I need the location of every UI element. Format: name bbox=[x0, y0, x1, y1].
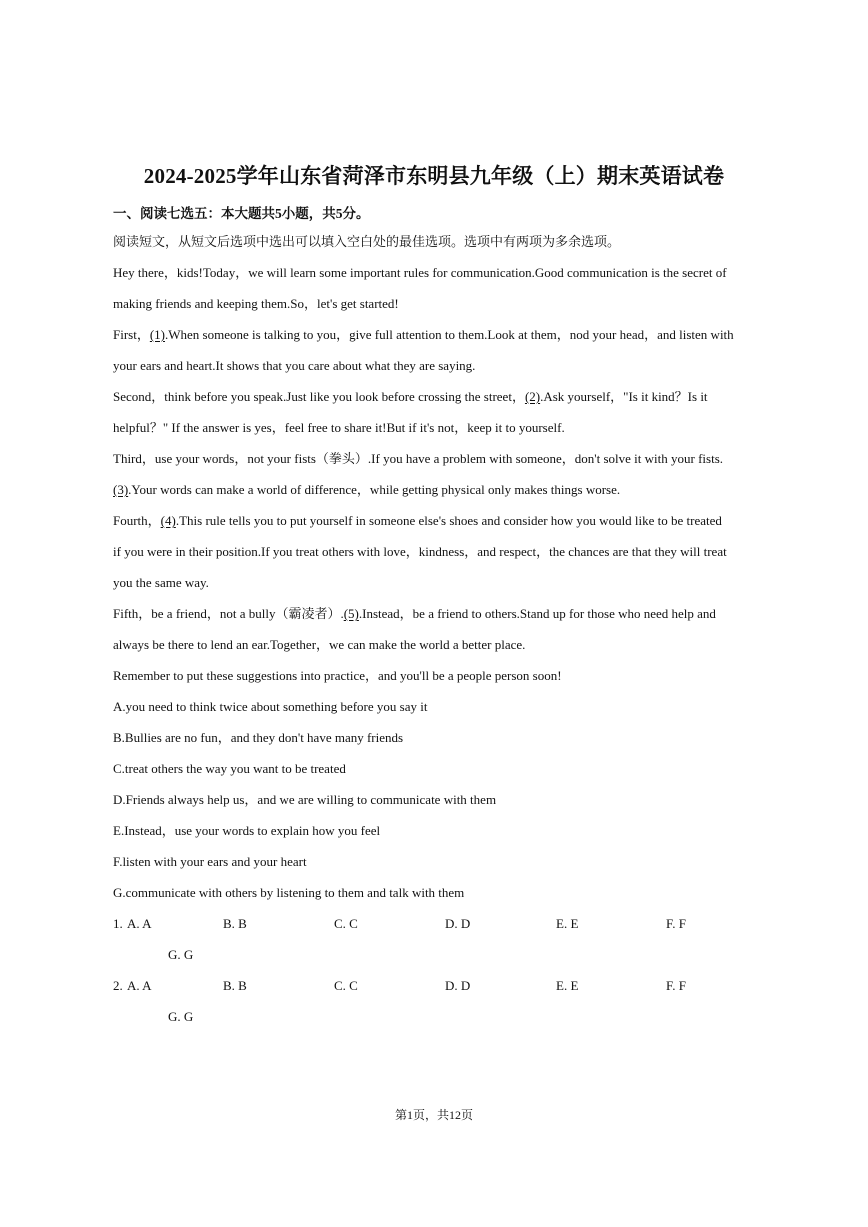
question-2-continued bbox=[113, 1001, 758, 1032]
blank-2: (2) bbox=[524, 389, 541, 404]
exam-title: 2024-2025学年山东省菏泽市东明县九年级（上）期末英语试卷 bbox=[143, 164, 725, 188]
passage-line bbox=[113, 505, 758, 536]
question-number: 1. bbox=[113, 916, 123, 931]
passage-text: Fifth，be a friend，not a bully（霸凌者）. bbox=[113, 606, 344, 621]
passage-line bbox=[113, 381, 758, 412]
answer-option-g[interactable]: G. G bbox=[168, 1009, 194, 1024]
passage-line: your ears and heart.It shows that you care about what they are saying. bbox=[113, 358, 476, 373]
passage-text: First， bbox=[113, 327, 150, 342]
section-heading: 一、阅读七选五：本大题共5小题，共5分。 bbox=[113, 206, 370, 221]
passage-text: Fourth， bbox=[113, 513, 161, 528]
answer-option-f[interactable]: F. F bbox=[666, 978, 686, 993]
passage-line: Third，use your words，not your fists（拳头）.If you have a problem with someone，don't solve it with your fists. bbox=[113, 451, 724, 466]
question-1-continued bbox=[113, 939, 758, 970]
answer-option-c[interactable]: C. C bbox=[334, 978, 358, 993]
answer-option-e[interactable]: E. E bbox=[556, 978, 579, 993]
passage-line bbox=[113, 598, 758, 629]
passage-text: .Instead，be a friend to others.Stand up for those who need help and bbox=[358, 606, 716, 621]
answer-option-e[interactable]: E. E bbox=[556, 916, 579, 931]
answer-option-c[interactable]: C. C bbox=[334, 916, 358, 931]
answer-option-d[interactable]: D. D bbox=[445, 916, 471, 931]
passage-line bbox=[113, 319, 758, 350]
question-number: 2. bbox=[113, 978, 123, 993]
blank-3: (3) bbox=[113, 482, 129, 497]
blank-5: (5) bbox=[343, 606, 359, 621]
question-2 bbox=[113, 970, 758, 1001]
answer-option-a[interactable]: A. A bbox=[127, 916, 152, 931]
passage-line: you the same way. bbox=[113, 575, 209, 590]
instruction-text: 阅读短文，从短文后选项中选出可以填入空白处的最佳选项。选项中有两项为多余选项。 bbox=[113, 234, 621, 249]
passage-line: always be there to lend an ear.Together，we can make the world a better place. bbox=[113, 637, 526, 652]
passage-line: if you were in their position.If you treat others with love，kindness，and respect，the chances are that they will treat bbox=[113, 544, 727, 559]
choice-a: A.you need to think twice about something before you say it bbox=[113, 699, 428, 714]
passage-text: .This rule tells you to put yourself in someone else's shoes and consider how you would like to be treated bbox=[175, 513, 722, 528]
passage-text: .When someone is talking to you，give full attention to them.Look at them，nod your head，and listen with bbox=[165, 327, 734, 342]
question-1 bbox=[113, 908, 758, 939]
passage-line: Hey there，kids!Today，we will learn some important rules for communication.Good communication is the secret of bbox=[113, 265, 727, 280]
passage-line: helpful？" If the answer is yes，feel free to share it!But if it's not，keep it to yourself. bbox=[113, 420, 565, 435]
passage-text: .Your words can make a world of difference，while getting physical only makes things worse. bbox=[128, 482, 621, 497]
choice-f: F.listen with your ears and your heart bbox=[113, 854, 307, 869]
blank-4: (4) bbox=[160, 513, 176, 528]
passage-text: .Ask yourself，"Is it kind？Is it bbox=[540, 389, 708, 404]
choice-g: G.communicate with others by listening to them and talk with them bbox=[113, 885, 465, 900]
blank-1: (1) bbox=[149, 327, 166, 342]
passage-line: making friends and keeping them.So，let's get started! bbox=[113, 296, 399, 311]
answer-option-g[interactable]: G. G bbox=[168, 947, 194, 962]
choice-b: B.Bullies are no fun，and they don't have many friends bbox=[113, 730, 404, 745]
page-footer: 第1页，共12页 bbox=[394, 1108, 473, 1122]
passage-line bbox=[113, 474, 758, 505]
choice-e: E.Instead，use your words to explain how you feel bbox=[113, 823, 381, 838]
answer-option-f[interactable]: F. F bbox=[666, 916, 686, 931]
answer-option-d[interactable]: D. D bbox=[445, 978, 471, 993]
answer-option-b[interactable]: B. B bbox=[223, 916, 247, 931]
passage-text: Second，think before you speak.Just like you look before crossing the street， bbox=[113, 389, 525, 404]
answer-option-a[interactable]: A. A bbox=[127, 978, 152, 993]
reading-section bbox=[113, 226, 758, 1032]
choice-d: D.Friends always help us，and we are willing to communicate with them bbox=[113, 792, 497, 807]
answer-option-b[interactable]: B. B bbox=[223, 978, 247, 993]
choice-c: C.treat others the way you want to be treated bbox=[113, 761, 346, 776]
passage-line: Remember to put these suggestions into practice，and you'll be a people person soon! bbox=[113, 668, 562, 683]
